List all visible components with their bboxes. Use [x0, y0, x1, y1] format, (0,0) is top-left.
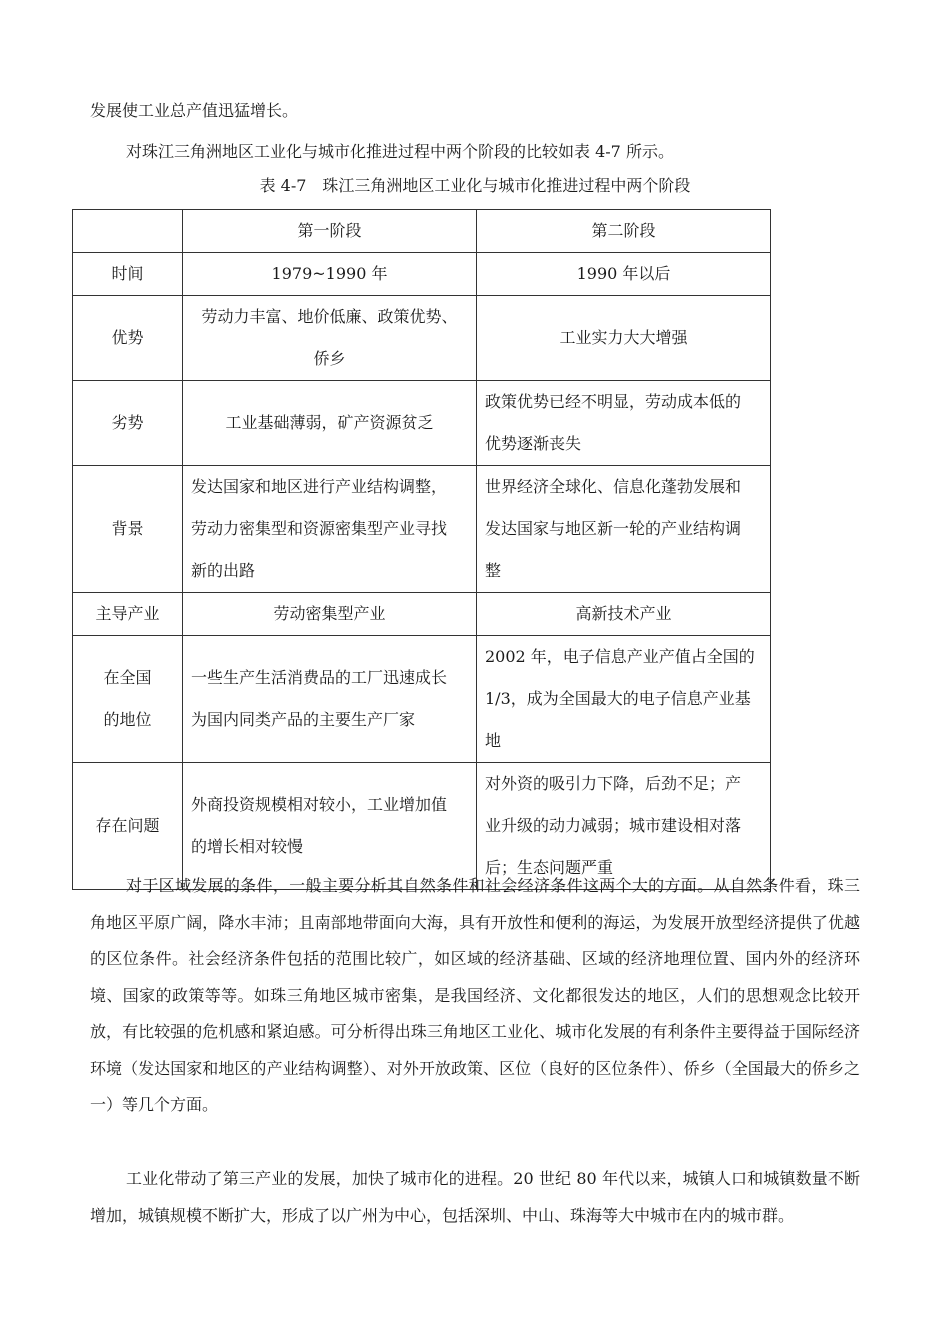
row-label-disadvantage: 劣势 — [73, 381, 183, 466]
cell-line: 一些生产生活消费品的工厂迅速成长 — [191, 668, 448, 687]
cell-line: 整 — [485, 561, 502, 580]
row-label-problems: 存在问题 — [73, 763, 183, 890]
cell-line: 对外资的吸引力下降，后劲不足；产 — [485, 774, 742, 793]
cell-line: 后；生态问题严重 — [485, 858, 614, 877]
cell-line: 为国内同类产品的主要生产厂家 — [191, 710, 416, 729]
cell-stage2-time: 1990 年以后 — [477, 253, 771, 296]
cell-line: 发达国家与地区新一轮的产业结构调 — [485, 519, 742, 538]
table-row — [73, 636, 771, 763]
header-stage-1: 第一阶段 — [183, 210, 477, 253]
cell-stage2-advantage: 工业实力大大增强 — [477, 296, 771, 381]
cell-line: 优势逐渐丧失 — [485, 434, 582, 453]
cell-stage1-national-status — [183, 636, 477, 763]
cell-line: 1/3，成为全国最大的电子信息产业基 — [485, 689, 751, 708]
cell-stage1-background — [183, 466, 477, 593]
table-row — [73, 381, 771, 466]
cell-stage2-disadvantage — [477, 381, 771, 466]
cell-stage1-disadvantage: 工业基础薄弱，矿产资源贫乏 — [183, 381, 477, 466]
table-row — [73, 253, 771, 296]
cell-line: 2002 年，电子信息产业产值占全国的 — [485, 647, 755, 666]
cell-stage2-background — [477, 466, 771, 593]
cell-line: 的增长相对较慢 — [191, 837, 304, 856]
table-row — [73, 593, 771, 636]
cell-stage1-leading-industry: 劳动密集型产业 — [183, 593, 477, 636]
row-label-time: 时间 — [73, 253, 183, 296]
table-row — [73, 466, 771, 593]
cell-stage1-advantage — [183, 296, 477, 381]
cell-line: 的地位 — [103, 710, 152, 729]
header-corner — [73, 210, 183, 253]
row-label-leading-industry: 主导产业 — [73, 593, 183, 636]
cell-line: 在全国 — [103, 668, 152, 687]
cell-line: 世界经济全球化、信息化蓬勃发展和 — [485, 477, 742, 496]
cell-line: 政策优势已经不明显，劳动成本低的 — [485, 392, 742, 411]
cell-line: 侨乡 — [313, 349, 346, 368]
cell-line: 劳动力密集型和资源密集型产业寻找 — [191, 519, 448, 538]
cell-line: 地 — [485, 731, 502, 750]
intro-line-2: 对珠江三角洲地区工业化与城市化推进过程中两个阶段的比较如表 4-7 所示。 — [126, 142, 674, 161]
cell-stage2-national-status — [477, 636, 771, 763]
body-paragraph-urbanization: 工业化带动了第三产业的发展，加快了城市化的进程。20 世纪 80 年代以来，城镇人口和城镇数量不断增加，城镇规模不断扩大，形成了以广州为中心，包括深圳、中山、珠海等大中城市在内的城市群。 — [90, 1169, 860, 1225]
row-label-background: 背景 — [73, 466, 183, 593]
cell-line: 外商投资规模相对较小，工业增加值 — [191, 795, 448, 814]
row-label-national-status — [73, 636, 183, 763]
cell-stage1-time: 1979~1990 年 — [183, 253, 477, 296]
cell-line: 劳动力丰富、地价低廉、政策优势、 — [201, 307, 458, 326]
body-paragraph-conditions: 对于区域发展的条件，一般主要分析其自然条件和社会经济条件这两个大的方面。从自然条件看，珠三角地区平原广阔，降水丰沛；且南部地带面向大海，具有开放性和便利的海运，为发展开放型经济提供了优越的区位条件。社会经济条件包括的范围比较广，如区域的经济基础、区域的经济地理位置、国内外的经济环境、国家的政策等等。如珠三角地区城市密集，是我国经济、文化都很发达的地区，人们的思想观念比较开放，有比较强的危机感和紧迫感。可分析得出珠三角地区工业化、城市化发展的有利条件主要得益于国际经济环境（发达国家和地区的产业结构调整）、对外开放政策、区位（良好的区位条件）、侨乡（全国最大的侨乡之一）等几个方面。 — [90, 876, 860, 1114]
row-label-advantage: 优势 — [73, 296, 183, 381]
cell-line: 新的出路 — [191, 561, 256, 580]
cell-line: 业升级的动力减弱；城市建设相对落 — [485, 816, 742, 835]
intro-line-1: 发展使工业总产值迅猛增长。 — [90, 101, 299, 120]
table-header-row — [73, 210, 771, 253]
table-caption: 表 4-7 珠江三角洲地区工业化与城市化推进过程中两个阶段 — [259, 176, 691, 195]
header-stage-2: 第二阶段 — [477, 210, 771, 253]
cell-stage2-leading-industry: 高新技术产业 — [477, 593, 771, 636]
cell-line: 发达国家和地区进行产业结构调整， — [191, 477, 448, 496]
comparison-table — [72, 209, 771, 890]
table-row — [73, 296, 771, 381]
